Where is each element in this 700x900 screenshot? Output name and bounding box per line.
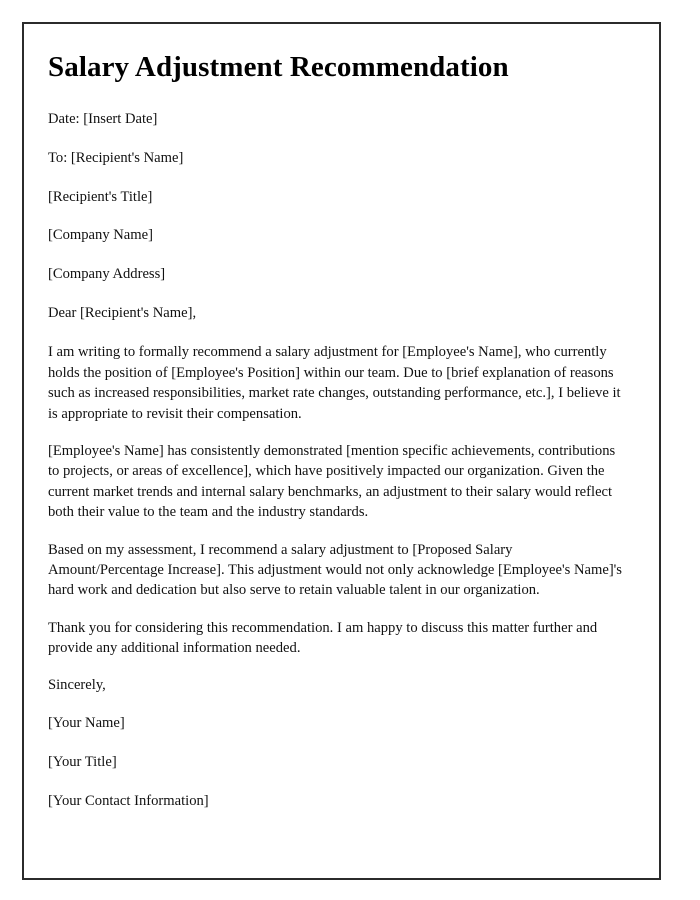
signature-your-name: [Your Name] xyxy=(48,715,125,732)
salutation: Dear [Recipient's Name], xyxy=(48,304,197,321)
body-paragraph-3: Based on my assessment, I recommend a salary adjustment to [Proposed Salary Amount/Percentage Increase]. This adjustment would not only acknowledge [Employee's Name]'s hard work and dedication but also serve to retain valuable talent in our organization. xyxy=(48,541,622,599)
document-body xyxy=(24,24,659,811)
signature-your-contact-information: [Your Contact Information] xyxy=(48,792,209,809)
header-line-company-name: [Company Name] xyxy=(48,227,153,244)
document-page xyxy=(22,22,661,880)
header-line-company-address: [Company Address] xyxy=(48,265,166,282)
body-paragraph-2: [Employee's Name] has consistently demonstrated [mention specific achievements, contributions to projects, or areas of excellence], which have positively impacted our organization. Given the current market trends and internal salary benchmarks, an adjustment to their salary would reflect both their value to the team and the industry standards. xyxy=(48,442,616,521)
closing-line: Sincerely, xyxy=(48,676,106,693)
header-line-date: Date: [Insert Date] xyxy=(48,111,158,128)
body-paragraph-4: Thank you for considering this recommendation. I am happy to discuss this matter further and provide any additional information needed. xyxy=(48,619,598,657)
signature-your-title: [Your Title] xyxy=(48,754,117,770)
body-paragraph-1: I am writing to formally recommend a salary adjustment for [Employee's Name], who currently holds the position of [Employee's Position] within our team. Due to [brief explanation of reasons such as increased responsibilities, market rate changes, outstanding performance, etc.], I believe it is appropriate to revisit their compensation. xyxy=(48,344,621,422)
header-line-recipient-name: To: [Recipient's Name] xyxy=(48,149,184,166)
page-title: Salary Adjustment Recommendation xyxy=(48,51,509,83)
header-line-recipient-title: [Recipient's Title] xyxy=(48,188,153,205)
